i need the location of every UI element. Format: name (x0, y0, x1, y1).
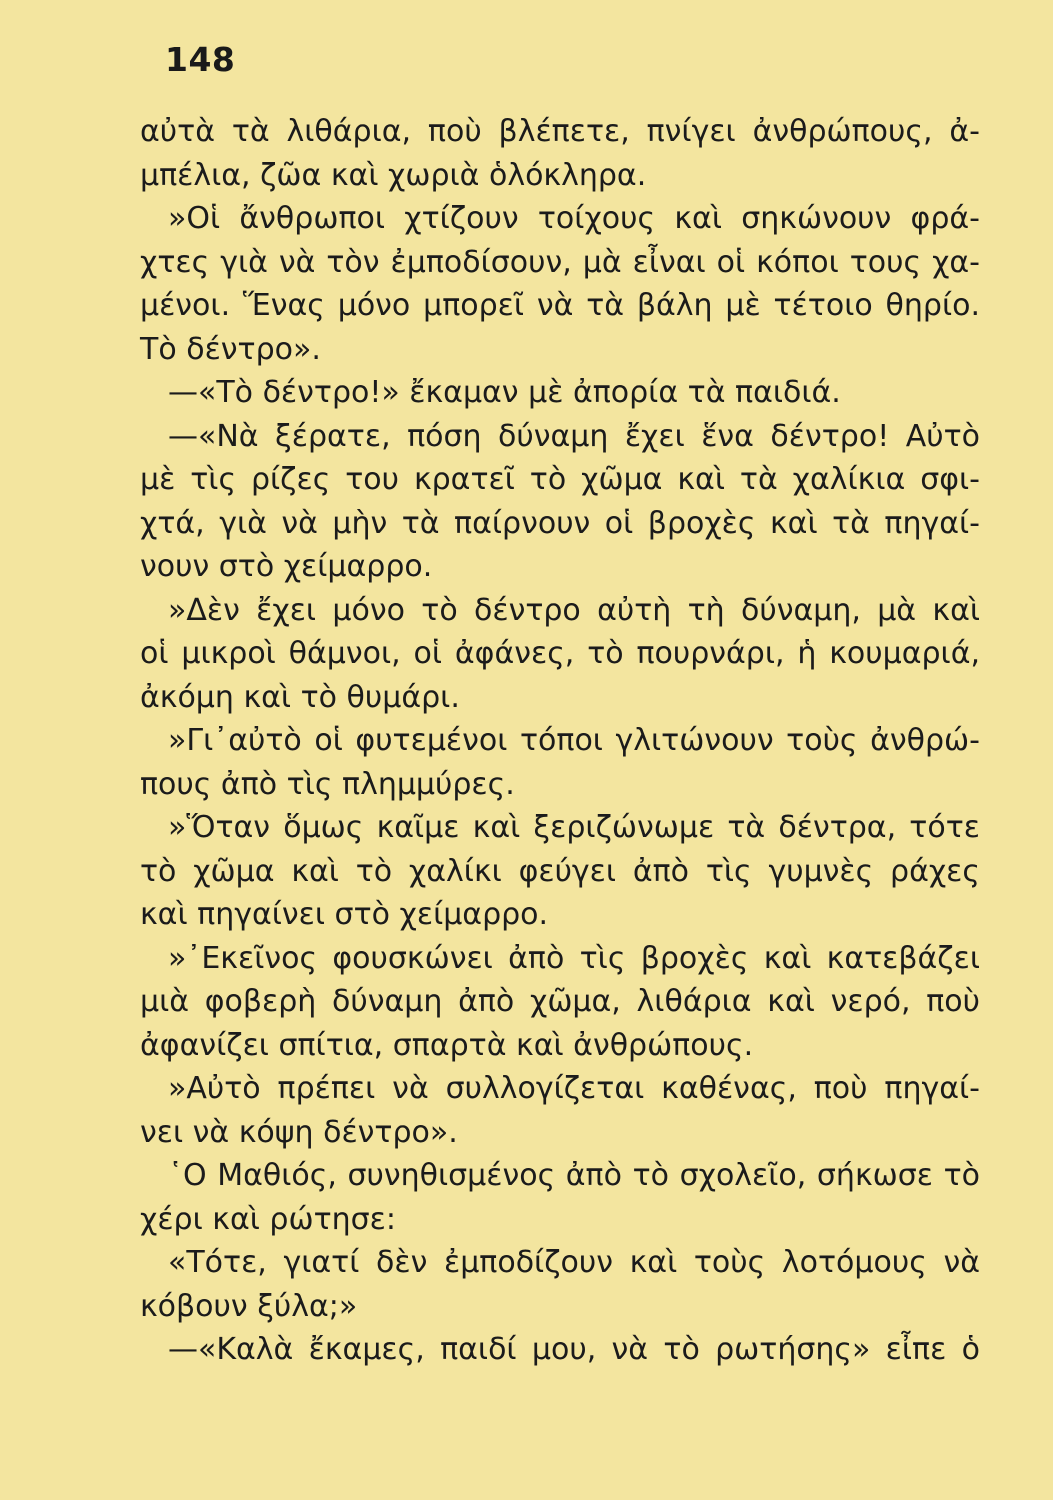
text-line: χτά, γιὰ νὰ μὴν τὰ παίρνουν οἱ βροχὲς καὶ τὰ πηγαί- (140, 505, 980, 541)
text-line: μένοι. Ἕνας μόνο μπορεῖ νὰ τὰ βάλη μὲ τέτοιο θηρίο. (140, 288, 980, 323)
text-line: κόβουν ξύλα;» (140, 1288, 358, 1324)
text-line: χέρι καὶ ρώτησε: (140, 1201, 396, 1237)
text-line: νει νὰ κόψη δέντρο». (140, 1114, 458, 1150)
text-line: ῾Ο Μαθιός, συνηθισμένος ἀπὸ τὸ σχολεῖο, σήκωσε τὸ (168, 1158, 980, 1193)
text-line: »᾿Εκεῖνος φουσκώνει ἀπὸ τὶς βροχὲς καὶ κατεβάζει (168, 940, 980, 976)
text-line: πους ἀπὸ τὶς πλημμύρες. (140, 766, 515, 802)
text-line: —«Νὰ ξέρατε, πόση δύναμη ἔχει ἕνα δέντρο! Αὐτὸ (168, 418, 980, 454)
text-line: τὸ χῶμα καὶ τὸ χαλίκι φεύγει ἀπὸ τὶς γυμνὲς ράχες (140, 853, 980, 889)
text-line: ἀφανίζει σπίτια, σπαρτὰ καὶ ἀνθρώπους. (140, 1027, 754, 1063)
text-line: »Ὅταν ὅμως καῖμε καὶ ξεριζώνωμε τὰ δέντρα, τότε (168, 810, 980, 845)
text-line: Τὸ δέντρο». (140, 331, 321, 367)
text-body (140, 110, 980, 1372)
text-line: »Οἱ ἄνθρωποι χτίζουν τοίχους καὶ σηκώνουν φρά- (168, 201, 980, 236)
text-line: ἀκόμη καὶ τὸ θυμάρι. (140, 679, 460, 715)
text-line: »Γι᾿αὐτὸ οἱ φυτεμένοι τόποι γλιτώνουν τοὺς ἀνθρώ- (168, 723, 980, 758)
text-line: μὲ τὶς ρίζες του κρατεῖ τὸ χῶμα καὶ τὰ χαλίκια σφι- (140, 462, 980, 497)
text-line: »Δὲν ἔχει μόνο τὸ δέντρο αὐτὴ τὴ δύναμη, μὰ καὶ (168, 592, 980, 628)
text-line: »Αὐτὸ πρέπει νὰ συλλογίζεται καθένας, ποὺ πηγαί- (168, 1071, 980, 1106)
text-line: «Τότε, γιατί δὲν ἐμποδίζουν καὶ τοὺς λοτόμους νὰ (168, 1245, 980, 1280)
text-line: —«Καλὰ ἔκαμες, παιδί μου, νὰ τὸ ρωτήσης» εἶπε ὁ (168, 1332, 980, 1367)
text-line: χτες γιὰ νὰ τὸν ἐμποδίσουν, μὰ εἶναι οἱ κόποι τους χα- (140, 244, 980, 280)
text-line: μιὰ φοβερὴ δύναμη ἀπὸ χῶμα, λιθάρια καὶ νερό, ποὺ (140, 984, 980, 1019)
text-line: μπέλια, ζῶα καὶ χωριὰ ὁλόκληρα. (140, 157, 647, 193)
text-line: οἱ μικροὶ θάμνοι, οἱ ἀφάνες, τὸ πουρνάρι, ἡ κουμαριά, (140, 636, 980, 671)
text-line: καὶ πηγαίνει στὸ χείμαρρο. (140, 897, 549, 932)
text-line: αὐτὰ τὰ λιθάρια, ποὺ βλέπετε, πνίγει ἀνθρώπους, ἀ- (140, 114, 980, 149)
page-number: 148 (165, 40, 236, 79)
text-line: —«Τὸ δέντρο!» ἔκαμαν μὲ ἀπορία τὰ παιδιά. (168, 375, 841, 410)
text-line: νουν στὸ χείμαρρο. (140, 549, 433, 584)
